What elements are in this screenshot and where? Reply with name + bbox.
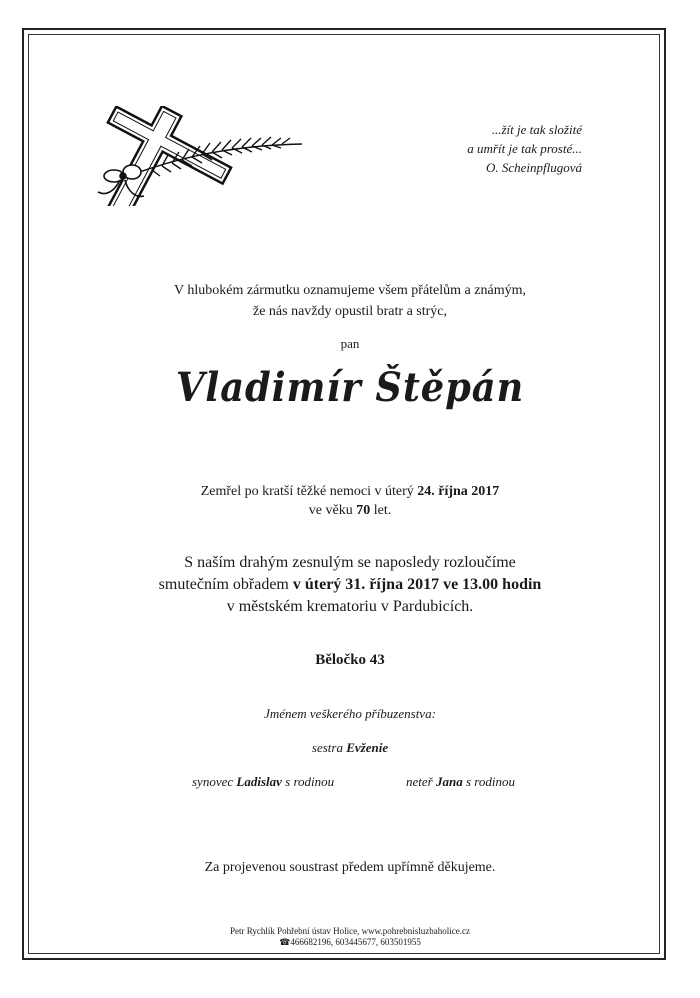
epigraph-quote bbox=[467, 120, 582, 177]
death-notice bbox=[0, 482, 700, 520]
niece-name: Jana bbox=[435, 774, 463, 789]
funeral-line-1: S naším drahým zesnulým se naposledy rozloučíme bbox=[184, 554, 516, 571]
footer-phones: 466682196, 603445677, 603501955 bbox=[290, 937, 421, 947]
deceased-name: Vladimír Štěpán bbox=[175, 364, 525, 411]
address: Běločko 43 bbox=[315, 652, 385, 668]
funeral-line-3: v městském krematoriu v Pardubicích. bbox=[226, 598, 474, 615]
footer-line-1: Petr Rychlík Pohřební ústav Holice, www.pohrebnisluzbaholice.cz bbox=[230, 926, 470, 936]
funeral-line-2-prefix: smutečním obřadem bbox=[158, 576, 293, 593]
nephew-name: Ladislav bbox=[236, 774, 282, 789]
cross-with-palm-illustration bbox=[92, 106, 307, 206]
sister-signature bbox=[0, 740, 700, 756]
nephew-suffix: s rodinou bbox=[281, 774, 335, 789]
age-suffix: let. bbox=[370, 503, 392, 518]
quote-line-2: a umřít je tak prosté... bbox=[467, 141, 582, 156]
announcement-intro bbox=[0, 280, 700, 322]
nephew-signature bbox=[192, 774, 334, 790]
intro-line-2: že nás navždy opustil bratr a strýc, bbox=[253, 304, 447, 319]
niece-signature bbox=[406, 774, 515, 790]
age-value: 70 bbox=[356, 503, 371, 518]
niece-prefix: neteř bbox=[406, 774, 436, 789]
death-line-prefix: Zemřel po kratší těžké nemoci v úterý bbox=[200, 484, 418, 499]
death-date: 24. října 2017 bbox=[417, 484, 500, 499]
funeral-notice bbox=[0, 552, 700, 618]
sister-name: Evženie bbox=[346, 740, 389, 755]
funeral-home-footer bbox=[0, 926, 700, 948]
age-prefix: ve věku bbox=[308, 503, 357, 518]
sister-prefix: sestra bbox=[311, 740, 347, 755]
funeral-datetime: v úterý 31. října 2017 ve 13.00 hodin bbox=[292, 576, 542, 593]
niece-suffix: s rodinou bbox=[462, 774, 515, 789]
intro-line-1: V hlubokém zármutku oznamujeme všem přátelům a známým, bbox=[174, 283, 526, 298]
on-behalf-of-family: Jménem veškerého příbuzenstva: bbox=[264, 706, 436, 721]
quote-author: O. Scheinpflugová bbox=[485, 160, 582, 175]
quote-line-1: ...žít je tak složité bbox=[491, 122, 582, 137]
honorific: pan bbox=[340, 336, 360, 351]
thanks-line: Za projevenou soustrast předem upřímně děkujeme. bbox=[204, 860, 496, 875]
telephone-icon: ☎ bbox=[279, 937, 291, 947]
nephew-prefix: synovec bbox=[192, 774, 237, 789]
